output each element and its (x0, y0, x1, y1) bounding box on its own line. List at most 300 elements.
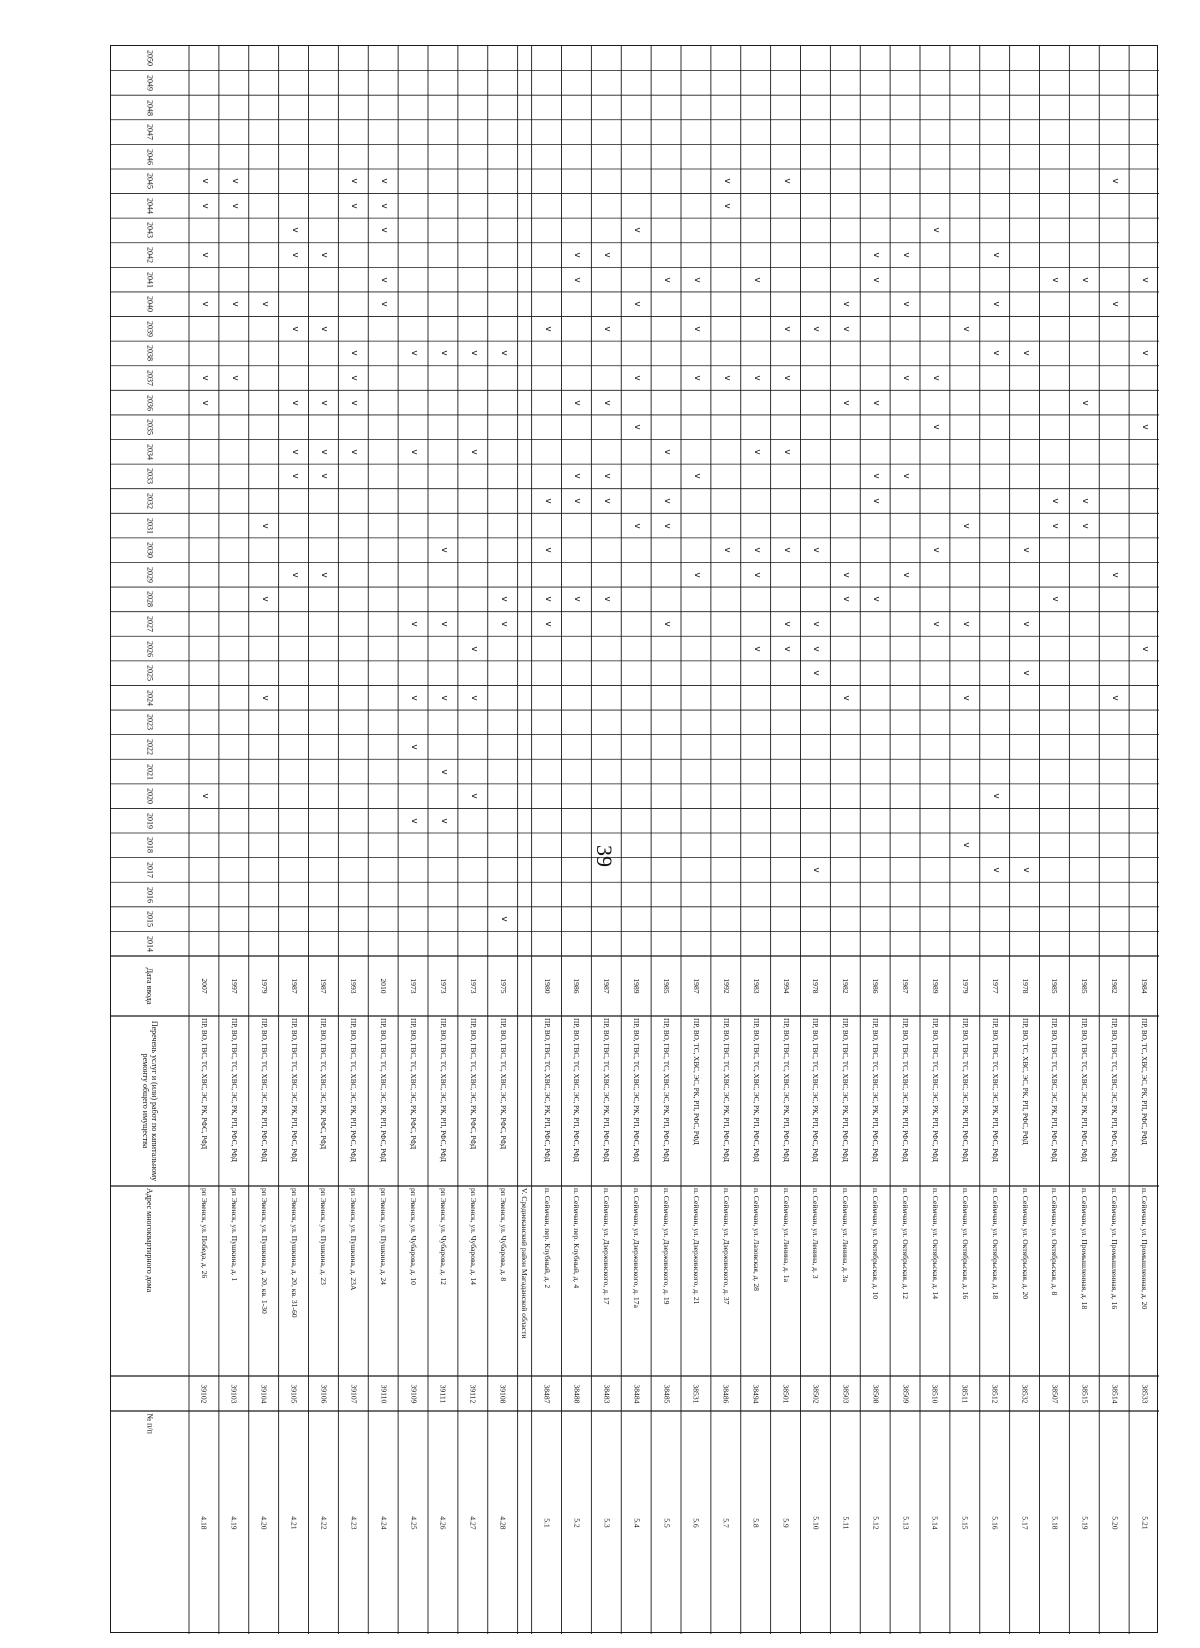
row-number-cell (711, 1411, 741, 1634)
row-date-cell (1010, 956, 1040, 1016)
row-number-cell (1069, 1411, 1099, 1634)
row-address: п. Сеймчан, пер. Клубный, д. 2 (542, 1188, 552, 1289)
row-date-cell (741, 956, 771, 1016)
row-date: 1997 (229, 978, 239, 994)
year-label-cell (111, 907, 189, 932)
row-house-id: 38503 (840, 1384, 850, 1403)
schedule-check-mark: v (409, 695, 420, 701)
year-label: 2040 (145, 296, 155, 313)
row-house-id: 38532 (1020, 1384, 1030, 1403)
row-address-cell (651, 1186, 681, 1376)
schedule-check-mark: v (229, 203, 240, 209)
schedule-check-mark: v (1110, 301, 1121, 307)
row-number-cell (980, 1411, 1010, 1634)
row-address: п. Сеймчан, ул. Октябрьская, д. 18 (990, 1188, 1000, 1300)
row-works: ПР, ВО, ГВС, ТС, ХВС, ЭС, РК, РП, РФС, РФД (1050, 1018, 1059, 1163)
row-works: ПР, ВО, ГВС, ТС, ХВС, ЭС, РК, РП, РФС, РФД (572, 1018, 581, 1163)
row-works-cell (398, 1016, 428, 1186)
schedule-check-mark: v (1080, 522, 1091, 529)
row-address-cell (1069, 1186, 1099, 1376)
schedule-check-mark: v (409, 744, 420, 750)
row-house-id: 38512 (990, 1384, 1000, 1403)
schedule-check-mark: v (498, 916, 509, 922)
row-number-cell (562, 1411, 592, 1634)
row-date: 1973 (408, 978, 418, 994)
row-number-cell (950, 1411, 980, 1634)
row-house-id-cell (189, 1376, 219, 1411)
row-house-id: 38515 (1079, 1384, 1089, 1403)
schedule-check-mark: v (930, 621, 941, 627)
schedule-check-mark: v (901, 301, 912, 307)
row-house-id-cell (219, 1376, 249, 1411)
schedule-check-mark: v (468, 350, 479, 357)
row-number: 4.26 (438, 1515, 448, 1530)
schedule-check-mark: v (662, 449, 673, 455)
row-address-cell (1040, 1186, 1070, 1376)
schedule-check-mark: v (691, 572, 702, 578)
schedule-check-mark: v (841, 572, 852, 578)
schedule-check-mark: v (1020, 670, 1031, 676)
schedule-check-mark: v (841, 596, 852, 603)
year-label: 2047 (145, 124, 155, 141)
row-number-cell (801, 1411, 831, 1634)
schedule-check-mark: v (199, 178, 210, 184)
schedule-check-mark: v (781, 326, 792, 332)
header-num-cell (111, 1411, 189, 1634)
year-label-cell (111, 464, 189, 489)
row-address: п. Сеймчан, ул. Дзержинского, д. 21 (691, 1188, 701, 1305)
row-house-id-cell (338, 1376, 368, 1411)
row-house-id: 38509 (900, 1384, 910, 1403)
schedule-check-mark: v (751, 276, 762, 283)
schedule-check-mark: v (871, 399, 882, 406)
schedule-check-mark: v (542, 621, 553, 627)
row-address: п. Сеймчан, ул. Дзержинского, д. 17 (601, 1188, 611, 1305)
schedule-check-mark: v (990, 301, 1001, 307)
year-label-cell (111, 882, 189, 907)
row-number: 4.21 (289, 1515, 299, 1530)
schedule-check-mark: v (349, 178, 360, 184)
year-label: 2020 (145, 788, 155, 805)
year-label-cell (111, 95, 189, 120)
row-date: 1986 (571, 978, 581, 994)
year-label: 2024 (145, 689, 155, 706)
row-date: 1980 (542, 978, 552, 994)
schedule-check-mark: v (289, 326, 300, 332)
schedule-check-mark: v (691, 473, 702, 480)
schedule-check-mark: v (1140, 276, 1151, 283)
schedule-check-mark: v (841, 695, 852, 701)
schedule-check-mark: v (811, 326, 822, 332)
year-label-cell (111, 218, 189, 243)
row-number-cell (532, 1411, 562, 1634)
schedule-check-mark: v (751, 572, 762, 578)
schedule-check-mark: v (468, 695, 479, 701)
schedule-check-mark: v (1140, 350, 1151, 357)
year-label-cell (111, 538, 189, 563)
row-number: 5.12 (870, 1515, 880, 1530)
row-address-cell (681, 1186, 711, 1376)
row-works: ПР, ВО, ГВС, ТС, ХВС, ЭС, РК, РП, РФС, РФД (990, 1018, 999, 1163)
row-house-id: 38511 (960, 1384, 970, 1403)
year-label: 2049 (145, 74, 155, 91)
schedule-check-mark: v (349, 375, 360, 381)
row-address-cell (532, 1186, 562, 1376)
row-works-cell (860, 1016, 890, 1186)
schedule-check-mark: v (572, 252, 583, 258)
row-date: 1979 (960, 978, 970, 994)
schedule-check-mark: v (199, 793, 210, 799)
row-address-cell (890, 1186, 920, 1376)
row-works-cell (711, 1016, 741, 1186)
year-label-cell (111, 169, 189, 194)
row-date-cell (621, 956, 651, 1016)
row-date: 1984 (1139, 978, 1149, 994)
row-date: 1973 (468, 978, 478, 994)
row-number: 5.21 (1139, 1515, 1149, 1530)
year-label: 2018 (145, 837, 155, 854)
row-date-cell (801, 956, 831, 1016)
year-label: 2037 (145, 370, 155, 387)
row-number-cell (368, 1411, 398, 1634)
year-label-cell (111, 46, 189, 71)
row-date: 1987 (900, 978, 910, 994)
schedule-check-mark: v (289, 227, 300, 234)
row-works: ПР, ВО, ГВС, ТС, ХВС, ЭС, РК, РП, РФС, РФД (1080, 1018, 1089, 1163)
row-number: 5.7 (721, 1517, 731, 1528)
schedule-check-mark: v (871, 596, 882, 603)
schedule-check-mark: v (409, 350, 420, 357)
row-date-cell (1099, 956, 1129, 1016)
row-date-cell (309, 956, 339, 1016)
year-label: 2043 (145, 222, 155, 239)
row-address: п. Сеймчан, ул. Октябрьская, д. 10 (870, 1188, 880, 1300)
schedule-check-mark: v (781, 547, 792, 553)
row-number-cell (279, 1411, 309, 1634)
row-works: ПР, ВО, ГВС, ТС, ХВС, ЭС, РК, РП, РФС, РФД (230, 1018, 239, 1163)
row-number: 4.20 (259, 1515, 269, 1530)
schedule-check-mark: v (319, 449, 330, 455)
row-works: ПР, ВО, ГВС, ТС, ХВС, ЭС, РК, РП, РФС, РФД (841, 1018, 850, 1163)
row-house-id-cell (621, 1376, 651, 1411)
year-label: 2032 (145, 493, 155, 509)
row-date: 2010 (378, 978, 388, 994)
row-date-cell (532, 956, 562, 1016)
year-label: 2016 (145, 886, 155, 903)
schedule-check-mark: v (990, 350, 1001, 357)
row-number: 5.4 (631, 1517, 641, 1528)
schedule-check-mark: v (349, 203, 360, 209)
year-label-cell (111, 341, 189, 366)
schedule-check-mark: v (1020, 350, 1031, 357)
schedule-check-mark: v (319, 473, 330, 480)
row-house-id: 38510 (930, 1384, 940, 1403)
row-number: 4.27 (468, 1515, 478, 1530)
year-label-cell (111, 390, 189, 415)
row-date-cell (458, 956, 488, 1016)
row-number-cell (591, 1411, 621, 1634)
row-works: ПР, ВО, ГВС, ТС, ХВС, ЭС, РК, РП, РФС, РФД (379, 1018, 388, 1163)
schedule-check-mark: v (1140, 645, 1151, 652)
section-title-cell (518, 1186, 532, 1634)
row-number: 5.2 (571, 1517, 581, 1528)
row-works: ПР, ВО, ГВС, ТС, ХВС, ЭС, РК, РП, РФС, РФД (542, 1018, 551, 1163)
row-number-cell (741, 1411, 771, 1634)
row-date: 1979 (259, 978, 269, 994)
row-date-cell (279, 956, 309, 1016)
year-label: 2046 (145, 148, 155, 165)
row-house-id: 38502 (810, 1384, 820, 1403)
schedule-check-mark: v (811, 645, 822, 652)
schedule-check-mark: v (438, 547, 449, 553)
schedule-check-mark: v (572, 276, 583, 283)
row-house-id-cell (801, 1376, 831, 1411)
year-label: 2021 (145, 763, 155, 780)
year-label-cell (111, 144, 189, 169)
row-date-cell (562, 956, 592, 1016)
row-house-id-cell (398, 1376, 428, 1411)
year-label: 2031 (145, 517, 155, 534)
row-works: ПР, ВО, ГВС, ТС, ХВС, ЭС, РК, РФС, РФД (409, 1018, 418, 1150)
schedule-check-mark: v (289, 473, 300, 480)
row-address-cell (711, 1186, 741, 1376)
row-house-id-cell (980, 1376, 1010, 1411)
row-date: 1993 (348, 978, 358, 994)
schedule-check-mark: v (438, 621, 449, 627)
schedule-check-mark: v (781, 621, 792, 627)
schedule-check-mark: v (871, 276, 882, 283)
row-number-cell (771, 1411, 801, 1634)
schedule-check-mark: v (602, 326, 613, 332)
schedule-check-mark: v (289, 449, 300, 455)
row-works: ПР, ВО, ГВС, ТС, ХВС, ЭС, РК, РФС, РФД (319, 1018, 328, 1150)
page-number: 39 (592, 845, 617, 867)
schedule-check-mark: v (1050, 498, 1061, 504)
header-num: № п/п (145, 1413, 155, 1434)
schedule-check-mark: v (289, 252, 300, 258)
row-address-cell (920, 1186, 950, 1376)
year-label-cell (111, 833, 189, 858)
row-date: 1985 (1079, 978, 1089, 994)
row-works-cell (1010, 1016, 1040, 1186)
year-label-cell (111, 194, 189, 219)
row-address-cell (860, 1186, 890, 1376)
row-house-id: 39103 (229, 1384, 239, 1403)
row-address: п. Сеймчан, ул. Дзержинского, д. 19 (661, 1188, 671, 1305)
row-house-id: 39102 (199, 1384, 209, 1403)
row-house-id: 38485 (661, 1384, 671, 1403)
schedule-check-mark: v (632, 227, 643, 234)
schedule-check-mark: v (691, 375, 702, 381)
schedule-check-mark: v (438, 818, 449, 824)
schedule-check-mark: v (259, 301, 270, 307)
schedule-check-mark: v (781, 449, 792, 455)
row-house-id-cell (249, 1376, 279, 1411)
schedule-check-mark: v (662, 522, 673, 529)
row-address-cell (801, 1186, 831, 1376)
row-address-cell (249, 1186, 279, 1376)
schedule-check-mark: v (572, 473, 583, 480)
row-works: ПР, ВО, ТС, ХВС, ЭС, РК, РП, РФС, РФД (692, 1018, 701, 1145)
row-works: ПР, ВО, ГВС, ТС, ХВС, ЭС, РК, РП, РФС, РФД (439, 1018, 448, 1163)
schedule-check-mark: v (990, 252, 1001, 258)
row-works: ПР, ВО, ТС, ХВС, ЭС, РК, РП, РФС, РФД (1140, 1018, 1149, 1145)
schedule-check-mark: v (1050, 596, 1061, 603)
row-works-cell (309, 1016, 339, 1186)
schedule-check-mark: v (960, 842, 971, 848)
row-house-id-cell (950, 1376, 980, 1411)
row-house-id-cell (771, 1376, 801, 1411)
row-house-id: 39109 (408, 1384, 418, 1403)
row-works-cell (651, 1016, 681, 1186)
row-address-cell (488, 1186, 518, 1376)
row-address: п. Сеймчан, ул. Лазовская, д. 28 (751, 1188, 761, 1292)
row-works-cell (338, 1016, 368, 1186)
row-number-cell (398, 1411, 428, 1634)
row-works-cell (562, 1016, 592, 1186)
row-number-cell (219, 1411, 249, 1634)
schedule-check-mark: v (781, 645, 792, 652)
row-number-cell (651, 1411, 681, 1634)
row-date-cell (249, 956, 279, 1016)
schedule-check-mark: v (960, 695, 971, 701)
row-number-cell (830, 1411, 860, 1634)
schedule-check-mark: v (498, 621, 509, 627)
row-date: 1992 (721, 978, 731, 994)
schedule-check-mark: v (468, 449, 479, 455)
header-date-cell (111, 956, 189, 1016)
row-date-cell (1069, 956, 1099, 1016)
row-address-cell (219, 1186, 249, 1376)
row-house-id-cell (428, 1376, 458, 1411)
schedule-check-mark: v (199, 399, 210, 406)
capital-repair-schedule-table (110, 45, 1158, 1633)
row-house-id-cell (681, 1376, 711, 1411)
row-works-cell (1069, 1016, 1099, 1186)
year-label: 2015 (145, 911, 155, 928)
row-date: 1987 (601, 978, 611, 994)
year-label: 2027 (145, 615, 155, 632)
year-label: 2017 (145, 861, 155, 878)
row-house-id-cell (532, 1376, 562, 1411)
header-address: Адрес многоквартирного дома (145, 1188, 155, 1293)
schedule-check-mark: v (409, 818, 420, 824)
row-house-id: 38483 (601, 1384, 611, 1403)
year-label: 2025 (145, 665, 155, 682)
row-date: 1978 (810, 978, 820, 994)
schedule-check-mark: v (632, 522, 643, 529)
row-address-cell (1129, 1186, 1159, 1376)
row-number: 5.8 (751, 1517, 761, 1528)
row-date: 1987 (318, 978, 328, 994)
schedule-check-mark: v (930, 424, 941, 430)
row-works-cell (368, 1016, 398, 1186)
row-house-id-cell (860, 1376, 890, 1411)
row-date-cell (920, 956, 950, 1016)
row-works-cell (1129, 1016, 1159, 1186)
schedule-check-mark: v (811, 621, 822, 627)
schedule-check-mark: v (632, 375, 643, 381)
row-works: ПР, ВО, ГВС, ТС, ХВС, ЭС, РК, РП, РФС, РФД (781, 1018, 790, 1163)
row-date-cell (681, 956, 711, 1016)
row-date: 1982 (840, 978, 850, 994)
schedule-check-mark: v (379, 301, 390, 307)
row-address: рп Эвенск, ул. Пушкина, д. 20, кв. 1-30 (259, 1188, 269, 1314)
row-address: рп Эвенск, ул. Чубарова, д. 10 (408, 1188, 418, 1286)
row-address: рп Эвенск, ул. Чубарова, д. 12 (438, 1188, 448, 1286)
row-date: 1983 (751, 978, 761, 994)
schedule-check-mark: v (841, 399, 852, 406)
schedule-check-mark: v (319, 572, 330, 578)
schedule-check-mark: v (751, 645, 762, 652)
schedule-check-mark: v (930, 227, 941, 234)
row-address-cell (830, 1186, 860, 1376)
header-date: Дата ввода (145, 967, 155, 1005)
row-date: 1975 (498, 978, 508, 994)
row-date: 1994 (781, 978, 791, 994)
year-label-cell (111, 784, 189, 809)
schedule-check-mark: v (349, 350, 360, 357)
year-label-cell (111, 858, 189, 883)
schedule-check-mark: v (438, 350, 449, 357)
year-label-cell (111, 489, 189, 514)
row-works: ПР, ВО, ГВС, ТС, ХВС, ЭС, РК, РФС, РФД (469, 1018, 478, 1150)
row-works-cell (801, 1016, 831, 1186)
row-address-cell (621, 1186, 651, 1376)
row-number-cell (309, 1411, 339, 1634)
schedule-check-mark: v (930, 547, 941, 553)
schedule-check-mark: v (289, 399, 300, 406)
year-label: 2030 (145, 542, 155, 559)
row-works-cell (920, 1016, 950, 1186)
schedule-check-mark: v (1020, 867, 1031, 873)
row-date-cell (711, 956, 741, 1016)
row-works-cell (830, 1016, 860, 1186)
year-label: 2014 (145, 935, 155, 952)
row-date-cell (980, 956, 1010, 1016)
schedule-check-mark: v (1020, 547, 1031, 553)
row-number: 4.18 (199, 1515, 209, 1530)
row-works-cell (249, 1016, 279, 1186)
row-number-cell (681, 1411, 711, 1634)
row-number-cell (1010, 1411, 1040, 1634)
row-works: ПР, ВО, ГВС, ТС, ХВС, ЭС, РК, РП, РФС, РФД (632, 1018, 641, 1163)
row-number: 5.5 (661, 1517, 671, 1528)
row-address: п. Сеймчан, ул. Дзержинского, д. 37 (721, 1188, 731, 1305)
schedule-check-mark: v (1140, 424, 1151, 430)
schedule-check-mark: v (319, 252, 330, 258)
row-works: ПР, ВО, ГВС, ТС, ХВС, ЭС, РК, РП, РФС, РФД (289, 1018, 298, 1163)
schedule-check-mark: v (572, 498, 583, 504)
year-label-cell (111, 440, 189, 465)
row-date-cell (488, 956, 518, 1016)
schedule-check-mark: v (1110, 695, 1121, 701)
row-number-cell (428, 1411, 458, 1634)
schedule-check-mark: v (811, 867, 822, 873)
row-house-id: 39111 (438, 1384, 448, 1403)
schedule-check-mark: v (349, 399, 360, 406)
schedule-check-mark: v (901, 252, 912, 258)
schedule-check-mark: v (349, 449, 360, 455)
row-number: 4.23 (348, 1515, 358, 1530)
year-label: 2044 (145, 197, 155, 214)
year-label: 2019 (145, 812, 155, 829)
schedule-check-mark: v (259, 596, 270, 603)
row-works: ПР, ВО, ГВС, ТС, ХВС, ЭС, РК, РП, РФС, РФД (1110, 1018, 1119, 1163)
header-works: Перечень услуг и (или) работ по капитальному ремонту общего имущества (141, 1020, 159, 1182)
year-label: 2039 (145, 320, 155, 337)
schedule-check-mark: v (871, 473, 882, 480)
